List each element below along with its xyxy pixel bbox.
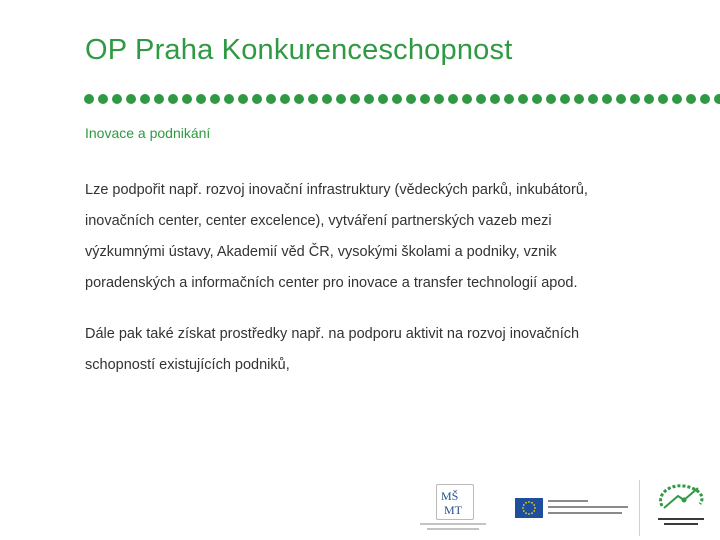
paragraph-line: Lze podpořit např. rozvoj inovační infrastruktury (vědeckých parků, inkubátorů, (85, 182, 588, 198)
divider-dot (574, 94, 584, 104)
svg-text:MŠ: MŠ (441, 489, 459, 503)
paragraph-line: inovačních center, center excelence), vytváření partnerských vazeb mezi (85, 213, 552, 229)
divider-dot (238, 94, 248, 104)
divider-dot (448, 94, 458, 104)
section-subheading: Inovace a podnikání (85, 125, 211, 141)
divider-dot (532, 94, 542, 104)
divider-dot (224, 94, 234, 104)
paragraph-line: Dále pak také získat prostředky např. na podporu aktivit na rozvoj inovačních (85, 326, 580, 342)
divider-dot (280, 94, 290, 104)
divider-dot (126, 94, 136, 104)
divider-dot (434, 94, 444, 104)
divider-dot (196, 94, 206, 104)
footer-logos (0, 470, 720, 540)
divider-dot (490, 94, 500, 104)
divider-dot (420, 94, 430, 104)
divider-dot (168, 94, 178, 104)
eu-star-icon (525, 512, 527, 514)
divider-dot (616, 94, 626, 104)
paragraph-line: poradenských a informačních center pro inovace a transfer technologií apod. (85, 275, 578, 291)
eu-star-icon (522, 507, 524, 509)
divider-dot (630, 94, 640, 104)
divider-dot (252, 94, 262, 104)
divider-dot (588, 94, 598, 104)
divider-dot (308, 94, 318, 104)
divider-dot (462, 94, 472, 104)
eu-star-icon (531, 502, 533, 504)
divider-dot (210, 94, 220, 104)
slide-title: OP Praha Konkurenceschopnost (85, 34, 513, 66)
eu-star-icon (533, 510, 535, 512)
divider-dot (266, 94, 276, 104)
op-prague-logo-icon (650, 480, 712, 536)
dotted-divider (84, 94, 720, 108)
eu-star-icon (531, 512, 533, 514)
divider-dot (672, 94, 682, 104)
divider-dot (84, 94, 94, 104)
eu-star-icon (523, 504, 525, 506)
eu-star-icon (528, 513, 530, 515)
eu-flag-icon (515, 498, 630, 522)
divider-dot (700, 94, 710, 104)
divider-dot (406, 94, 416, 104)
svg-text:MT: MT (444, 503, 462, 516)
divider-dot (294, 94, 304, 104)
divider-dot (112, 94, 122, 104)
divider-dot (392, 94, 402, 104)
body-paragraph-2 (85, 319, 685, 381)
eu-star-icon (525, 502, 527, 504)
divider-dot (182, 94, 192, 104)
body-paragraph-1 (85, 175, 685, 299)
divider-dot (98, 94, 108, 104)
divider-dot (546, 94, 556, 104)
divider-dot (140, 94, 150, 104)
logo-separator (639, 480, 640, 536)
divider-dot (322, 94, 332, 104)
divider-dot (336, 94, 346, 104)
divider-dot (658, 94, 668, 104)
divider-dot (378, 94, 388, 104)
divider-dot (714, 94, 720, 104)
paragraph-line: výzkumnými ústavy, Akademií věd ČR, vysokými školami a podniky, vznik (85, 244, 557, 260)
eu-star-icon (534, 507, 536, 509)
divider-dot (504, 94, 514, 104)
divider-dot (476, 94, 486, 104)
divider-dot (350, 94, 360, 104)
divider-dot (602, 94, 612, 104)
divider-dot (364, 94, 374, 104)
msmt-logo-icon (418, 484, 488, 536)
divider-dot (518, 94, 528, 104)
eu-star-icon (533, 504, 535, 506)
divider-dot (644, 94, 654, 104)
eu-star-icon (523, 510, 525, 512)
divider-dot (686, 94, 696, 104)
paragraph-line: schopností existujících podniků, (85, 357, 290, 373)
eu-star-icon (528, 501, 530, 503)
divider-dot (154, 94, 164, 104)
divider-dot (560, 94, 570, 104)
